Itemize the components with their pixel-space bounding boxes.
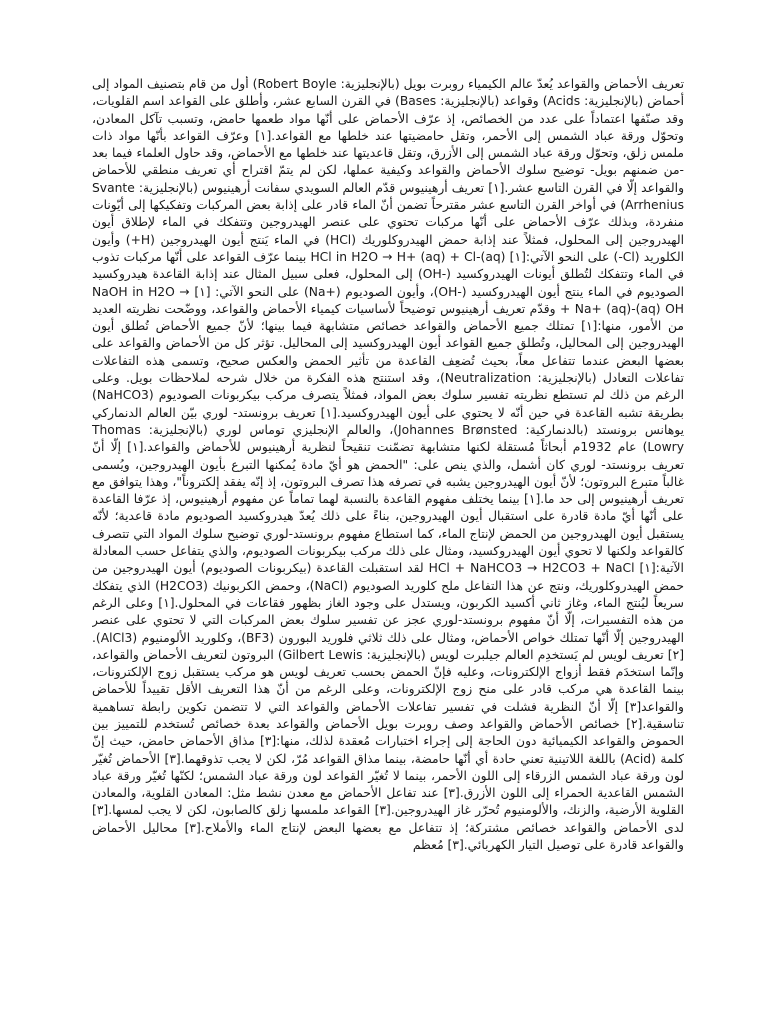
document-page: [92, 76, 684, 956]
article-body-text: تعريف الأحماض والقواعد يُعدّ عالم الكيمياء روبرت بويل (بالإنجليزية: Robert Boyle) أول من قام بتصنيف المواد إلى أحماض (بالإنجليزية: Acids) وقواعد (بالإنجليزية: Bases) في القرن السابع عشر، وأطلق على القواعد اسم القلويات، وقد صنّفها اعتماداً على عدد من الخصائص، إذ عرّف الأحماض على أنّها مواد طعمها حامض، وتسبب تآكل المعادن، وتحوّل ورقة عباد الشمس إلى الأحمر، وتقل حامضيتها عند خلطها مع القواعد.[١] وعرّف القواعد بأنّها مواد ذات ملمس زلق، وتحوّل ورقة عباد الشمس إلى الأزرق، وتقل قاعديتها عند خلطها مع الأحماض، وقد حاول العلماء فيما بعد -من ضمنهم بويل- توضيح سلوك الأحماض والقواعد وكيفية عملها، لكن لم يتمّ اقتراح أي تعريف منطقي للأحماض والقواعد إلّا في القرن التاسع عشر.[١] تعريف أرهينيوس قدّم العالم السويدي سفانت أرهينيوس (بالإنجليزية: Svante Arrhenius) في أواخر القرن التاسع عشر مقترحاً تضمن أنّ الماء قادر على إذابة بعض المركبات وتفكيكها إلى أيّونات منفردة، وبذلك عرّف الأحماض على أنّها مركبات تحتوي على عنصر الهيدروجين وتتفكك في الماء لإطلاق أيون الهيدروجين إلى المحلول، فمثلاً عند إذابة حمض الهيدروكلوريك (HCl) في الماء يَنتج أيون الهيدروجين (H+) وأيون الكلوريد (Cl-) على النحو الآتي:[١] HCl in H2O → H+ (aq) + Cl-(aq) بينما عرّف القواعد على أنّها مركبات تذوب في الماء وتتفكك لتُطلق أيونات الهيدروكسيد (-OH) إلى المحلول، فعلى سبيل المثال عند إذابة القاعدة هيدروكسيد الصوديوم في الماء ينتج أيون الهيدروكسيد (-OH)، وأيون الصوديوم (+Na) على النحو الآتي: [١] NaOH in H2O → Na+ (aq)-(aq) OH + وقدّم تعريف أرهينيوس توضيحاً لأساسيات كيمياء الأحماض والقواعد، ووضّحت نظريته العديد من الأمور، منها:[١] تمتلك جميع الأحماض والقواعد خصائص متشابهة فيما بينها؛ لأنّ جميع الأحماض تُطلق أيون الهيدروجين إلى المحاليل، وتُطلق جميع القواعد أيون الهيدروكسيد إلى المحاليل. تؤثر كل من الأحماض والقواعد على بعضها البعض عندما تتفاعل معاً، بحيث تُضعِف القاعدة من تأثير الحمض والعكس صحيح، وتسمى هذه التفاعلات تفاعلات التعادل (بالإنجليزية: Neutralization)، وقد استنتج هذه الفكرة من خلال شرحه لملاحظات بويل. وعلى الرغم من ذلك لم تستطع نظريته تفسير سلوك بعض المواد، فمثلاً يتصرف مركب بيكربونات الصوديوم (NaHCO3) بطريقة تشبه القاعدة في حين أنّه لا يحتوي على أيون الهيدروكسيد.[١] تعريف برونستد- لوري بيّن العالم الدنماركي يوهانس برونستد (بالدنماركية: Johannes Brønsted)، والعالم الإنجليزي توماس لوري (بالإنجليزية: Thomas Lowry) عام 1932م أبحاثاً مُستقلة لكنها متشابهة تضمّنت تنقيحاً لنظرية أرهينيوس للأحماض والقواعد.[١] إلّا أنّ تعريف برونستد- لوري كان أشمل، والذي ينص على: "الحمض هو أيّ مادة يُمكنها التبرع بأيون الهيدروجين، ويُسمى غالباً متبرع البروتون؛ لأنّ أيون الهيدروجين يشبه في تصرفه هذا تصرف البروتون، إذ إنّه يفقد إلكتروناً"، وهذا يتوافق مع تعريف أرهينيوس إلى حد ما.[١] بينما يختلف مفهوم القاعدة بالنسبة لهما تماماً عن مفهوم أرهينيوس، إذ عرّفا القاعدة على أنّها أيّ مادة قادرة على استقبال أيون الهيدروجين، بناءً على ذلك يُعدّ هيدروكسيد الصوديوم مادة قاعدية؛ لأنّه يستقبل أيون الهيدروجين من الحمض لإنتاج الماء، كما استطاع مفهوم برونستد-لوري توضيح سلوك المواد التي تتصرف كالقواعد ولكنها لا تحوي أيون الهيدروكسيد، ومثال على ذلك مركب بيكربونات الصوديوم، والذي يتفاعل حسب المعادلة الآتية:[١] HCl + NaHCO3 → H2CO3 + NaCl لقد استقبلت القاعدة (بيكربونات الصوديوم) أيون الهيدروجين من حمض الهيدروكلوريك، ونتج عن هذا التفاعل ملح كلوريد الصوديوم (NaCl)، وحمض الكربونيك (H2CO3) الذي يتفكك سريعاً ليُنتج الماء، وغاز ثاني أكسيد الكربون، ويستدل على وجود الغاز بظهور فقاعات في المحلول.[١] وعلى الرغم من هذه التفسيرات، إلّا أنّ مفهوم برونستد-لوري عجز عن تفسير سلوك بعض المركبات التي لا تحتوي على عنصر الهيدروجين إلّا أنّها تمتلك خواص الأحماض، ومثال على ذلك ثلاثي فلوريد البورون (BF3)، وكلوريد الألومنيوم (AlCl3).[٢] تعريف لويس لم يَستخدِم العالم جيلبرت لويس (بالإنجليزية: Gilbert Lewis) البروتون لتعريف الأحماض والقواعد، وإنّما استخدَم فقط أزواج الإلكترونات، وعليه فإنّ الحمض بحسب تعريف لويس هو مركب يستقبل زوج الإلكترونات، بينما القاعدة هي مركب قادر على منح زوج الإلكترونات، وعلى الرغم من أنّ هذا التعريف الأقل تقييداً للأحماض والقواعد[٣] إلّا أنّ النظرية فشلت في تفسير تفاعلات الأحماض والقواعد التي لا تتضمن تكوين رابطة تساهمية تناسقية.[٢] خصائص الأحماض والقواعد وصف روبرت بويل الأحماض والقواعد بعدة خصائص تُستخدم للتمييز بين الحموض والقواعد الكيميائية دون الحاجة إلى إجراء اختبارات مُعقدة لذلك، منها:[٣] مذاق الأحماض حامض، حيث إنّ كلمة (Acid) باللغة اللاتينية تعني حادة أي أنّها حامضة، بينما مذاق القواعد مُرّ، لكن لا يجب تذوقهما.[٣] الأحماض تُغيّر لون ورقة عباد الشمس الزرقاء إلى اللون الأحمر، بينما لا تُغيّر القواعد لون ورقة عباد الشمس؛ لكنّها تُغيّر ورقة عباد الشمس القاعدية الحمراء إلى اللون الأزرق.[٣] عند تفاعل الأحماض مع معدن نشط مثل: المعادن القلوية، والمعادن القلوية الأرضية، والزنك، والألومنيوم تُحرّر غاز الهيدروجين.[٣] القواعد ملمسها زلق كالصابون، لكن لا يجب لمسها.[٣] لدى الأحماض والقواعد خصائص مشتركة؛ إذ تتفاعل مع بعضها البعض لإنتاج الماء والأملاح.[٣] محاليل الأحماض والقواعد قادرة على توصيل التيار الكهربائي.[٣] مُعظم: [92, 77, 684, 853]
